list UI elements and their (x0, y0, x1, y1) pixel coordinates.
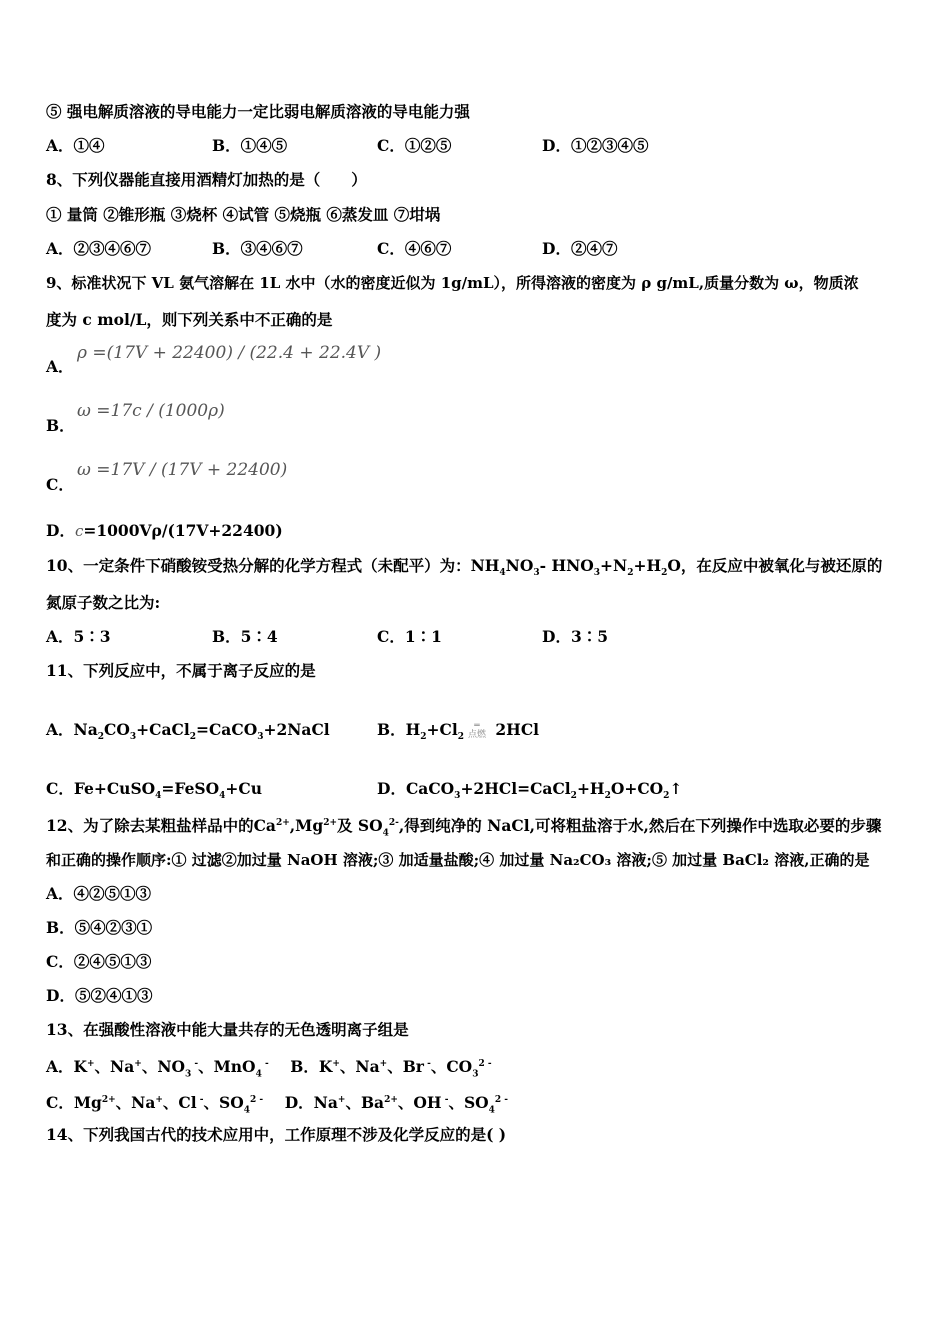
q10-stem-line1: 10、一定条件下硝酸铵受热分解的化学方程式（未配平）为：$NH_4NO_3-$ $HNO_3+N_2+H_2O$，在反应中被氧化与被还原的 (46, 556, 883, 579)
q13-options-cd: C．$Mg^{2+}$、Na+、Cl -、$SO_4^{2 -}$ D．Na+、$Ba^{2+}$、OH -、$SO_4^{2 -}$ (46, 1093, 509, 1116)
q9-stem-line1: 9、标准状况下 VL 氨气溶解在 1L 水中（水的密度近似为 1g/mL），所得溶液的密度为 ρ g/mL,质量分数为 ω，物质浓 (46, 274, 859, 292)
q10-stem-suffix: ，在反应中被氧化与被还原的 (680, 556, 883, 575)
q11-option-b: B．$H_2+Cl_2═$ 点燃 2HCl (377, 720, 540, 743)
q7-option-c: C．①②⑤ (377, 136, 452, 155)
q9-formula-c: ω =17V / (17V + 22400) (77, 460, 288, 480)
q9-formula-d: =1000Vρ/(17V+22400) (83, 521, 283, 540)
q9-option-a-label: A． (46, 357, 74, 376)
q8-option-c: C．④⑥⑦ (377, 239, 452, 258)
q10-stem-line2: 氮原子数之比为: (46, 593, 161, 612)
q9-option-d-label: D． (46, 521, 75, 540)
q12-option-c: C．②④⑤①③ (46, 952, 152, 971)
q11-condition: ═ 点燃 (467, 721, 486, 740)
q12-option-a: A．④②⑤①③ (46, 884, 152, 903)
q12-stem-line1: 12、为了除去某粗盐样品中的$Ca^{2+},Mg^{2+}$及 $SO_4^{2-}$,得到纯净的 NaCl,可将粗盐溶于水,然后在下列操作中选取必要的步骤 (46, 816, 882, 839)
q9-option-b-label: B． (46, 416, 75, 435)
q7-option-a: A．①④ (46, 136, 105, 155)
q8-stem: 8、下列仪器能直接用酒精灯加热的是（ ） (46, 170, 367, 189)
q11-option-c: C．Fe+CuSO$_4$=FeSO$_4$+Cu (46, 779, 262, 802)
q12-stem-line2: 和正确的操作顺序:① 过滤②加过量 NaOH 溶液;③ 加适量盐酸;④ 加过量 Na₂CO₃ 溶液;⑤ 加过量 BaCl₂ 溶液,正确的是 (46, 851, 870, 869)
q13-options-ab: A．K+、Na+、$NO_3$ -、MnO$_4$ - B．K+、Na+、Br -、$CO_3^{2 -}$ (46, 1057, 492, 1080)
q8-option-b: B．③④⑥⑦ (212, 239, 303, 258)
q10-option-b: B．5∶4 (212, 627, 278, 646)
q12-stem-suffix: ,得到纯净的 NaCl,可将粗盐溶于水,然后在下列操作中选取必要的步骤 (398, 816, 882, 836)
q14-stem: 14、下列我国古代的技术应用中，工作原理不涉及化学反应的是( ) (46, 1125, 507, 1144)
q8-items: ① 量筒 ②锥形瓶 ③烧杯 ④试管 ⑤烧瓶 ⑥蒸发皿 ⑦坩埚 (46, 205, 441, 224)
q10-option-a: A．5∶3 (46, 627, 111, 646)
q10-option-d: D．3∶5 (542, 627, 609, 646)
q9-option-c-label: C． (46, 475, 74, 494)
q11-stem: 11、下列反应中，不属于离子反应的是 (46, 661, 316, 680)
q9-stem-line2: 度为 c mol/L，则下列关系中不正确的是 (46, 310, 333, 329)
q12-option-d: D．⑤②④①③ (46, 986, 153, 1005)
q7-option-d: D．①②③④⑤ (542, 136, 649, 155)
q11-option-a: A．$Na_2CO_3+CaCl_2=CaCO_3+2NaCl$ (46, 720, 330, 743)
q9-option-d (46, 521, 283, 541)
q7-option-b: B．①④⑤ (212, 136, 288, 155)
q8-option-a: A．②③④⑥⑦ (46, 239, 152, 258)
q8-option-d: D．②④⑦ (542, 239, 618, 258)
q9-formula-d-symbol: c (74, 522, 84, 540)
q12-option-b: B．⑤④②③① (46, 918, 153, 937)
q7-item5: ⑤ 强电解质溶液的导电能力一定比弱电解质溶液的导电能力强 (46, 102, 470, 121)
q10-stem-prefix: 10、一定条件下硝酸铵受热分解的化学方程式（未配平）为： (46, 556, 471, 575)
q9-formula-b: ω =17c / (1000ρ) (77, 401, 225, 421)
q9-formula-a: ρ =(17V + 22400) / (22.4 + 22.4V ) (77, 343, 382, 363)
q11-option-d: D．$CaCO_3+2HCl=CaCl_2+H_2O+CO_2↑$ (377, 779, 683, 802)
q10-option-c: C．1∶1 (377, 627, 442, 646)
q12-stem-prefix: 12、为了除去某粗盐样品中的 (46, 816, 254, 836)
q13-stem: 13、在强酸性溶液中能大量共存的无色透明离子组是 (46, 1020, 409, 1039)
